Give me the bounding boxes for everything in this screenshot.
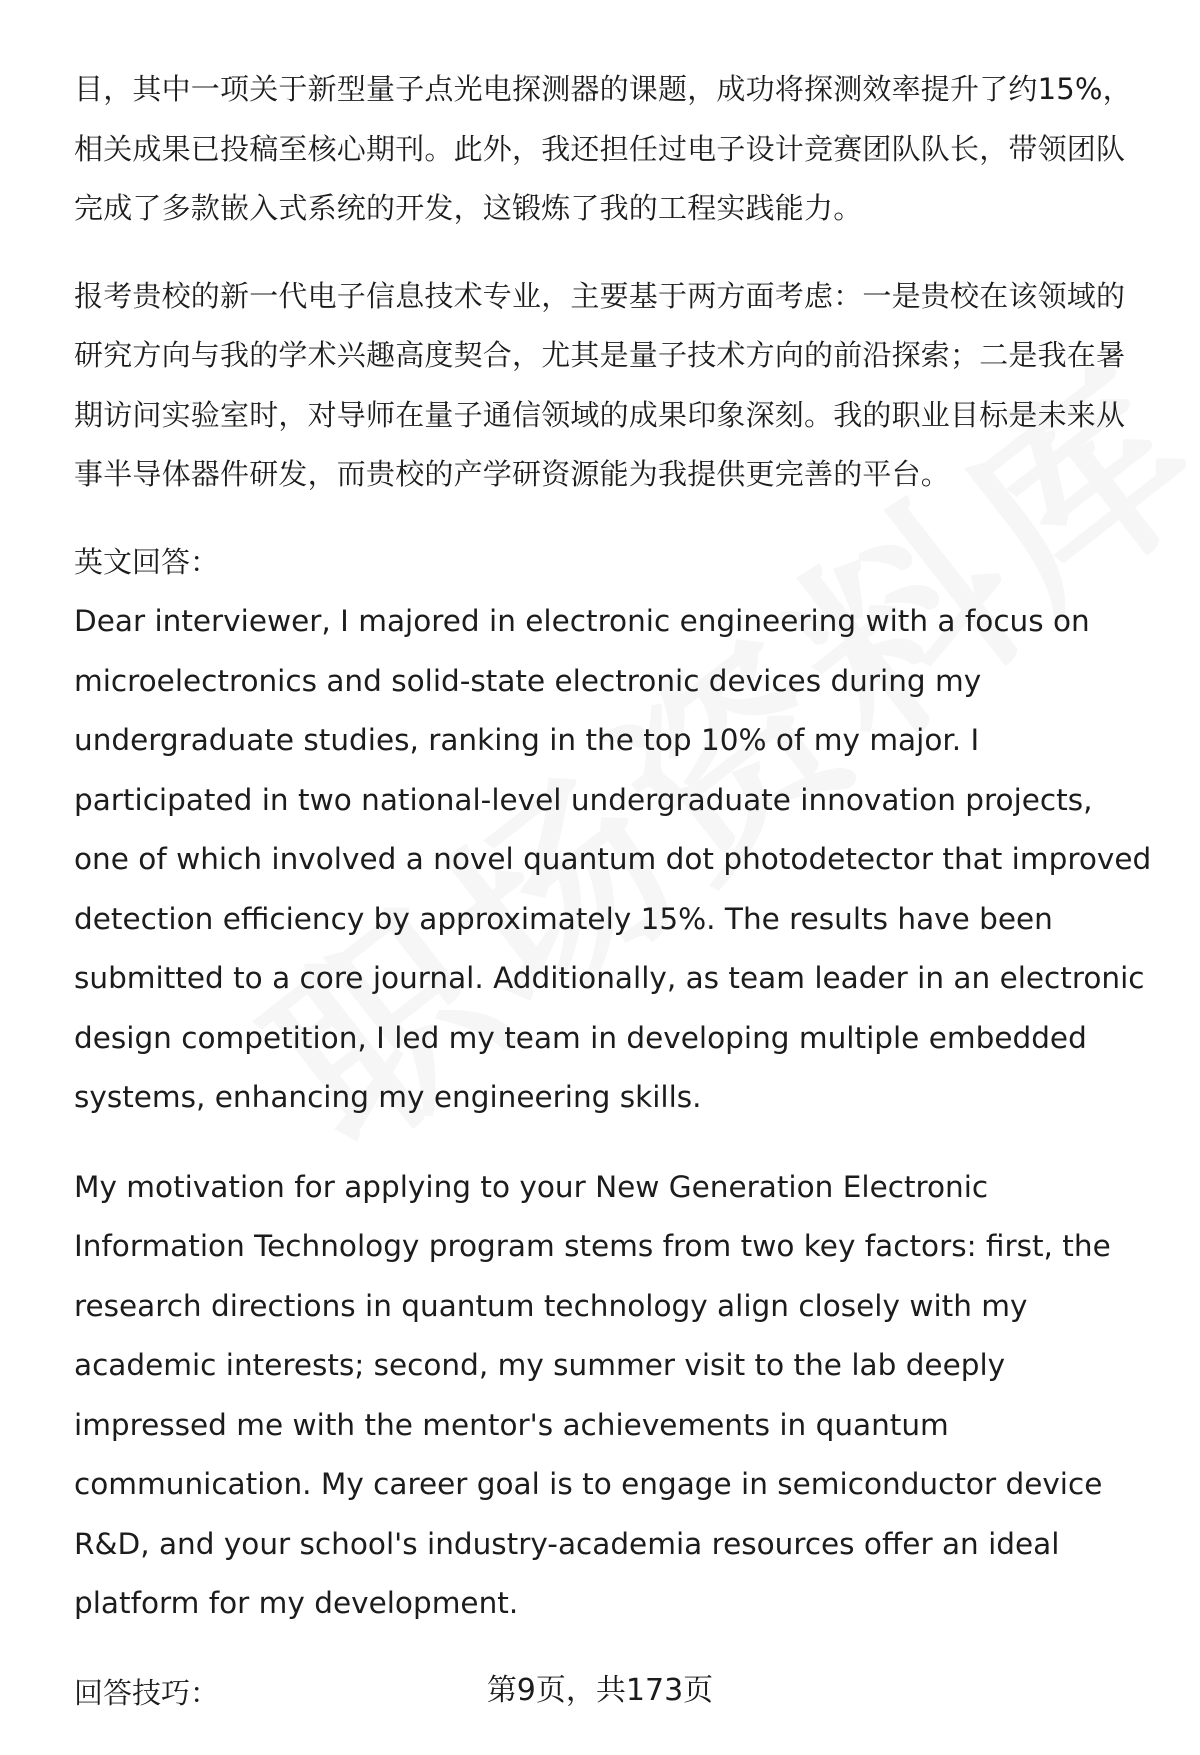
tips-label: 回答技巧： <box>74 1675 220 1710</box>
paragraph-gap <box>74 505 1154 533</box>
en-answer-label: 英文回答： <box>74 544 220 579</box>
document-content <box>74 60 1154 1723</box>
paragraph-gap <box>74 239 1154 267</box>
cn-answer-paragraph-1: 目，其中一项关于新型量子点光电探测器的课题，成功将探测效率提升了约15%，相关成果已投稿至核心期刊。此外，我还担任过电子设计竞赛团队队长，带领团队完成了多款嵌入式系统的开发，这锻炼了我的工程实践能力。 <box>74 72 1132 225</box>
en-answer-paragraph-1: Dear interviewer, I majored in electronic engineering with a focus on microelectronics and solid-state electronic devices during my undergraduate studies, ranking in the top 10% of my major. I participated in two national-level undergraduate innovation projects, one of which involved a novel quantum dot photodetector that improved detection efficiency by approximately 15%. The results have been submitted to a core journal. Additionally, as team leader in an electronic design competition, I led my team in developing multiple embedded systems, enhancing my engineering skills. <box>74 604 1152 1114</box>
paragraph-gap <box>74 1634 1154 1664</box>
page-indicator: 第9页，共173页 <box>486 1673 714 1708</box>
en-answer-paragraph-2: My motivation for applying to your New Generation Electronic Information Technology program stems from two key factors: first, the research directions in quantum technology align closely with my academic interests; second, my summer visit to the lab deeply impressed me with the mentor's achievements in quantum communication. My career goal is to engage in semiconductor device R&D, and your school's industry-academia resources offer an ideal platform for my development. <box>74 1169 1111 1620</box>
cn-answer-paragraph-2: 报考贵校的新一代电子信息技术专业，主要基于两方面考虑：一是贵校在该领域的研究方向与我的学术兴趣高度契合，尤其是量子技术方向的前沿探索；二是我在暑期访问实验室时，对导师在量子通信领域的成果印象深刻。我的职业目标是未来从事半导体器件研发，而贵校的产学研资源能为我提供更完善的平台。 <box>74 278 1126 491</box>
paragraph-gap <box>74 1128 1154 1158</box>
